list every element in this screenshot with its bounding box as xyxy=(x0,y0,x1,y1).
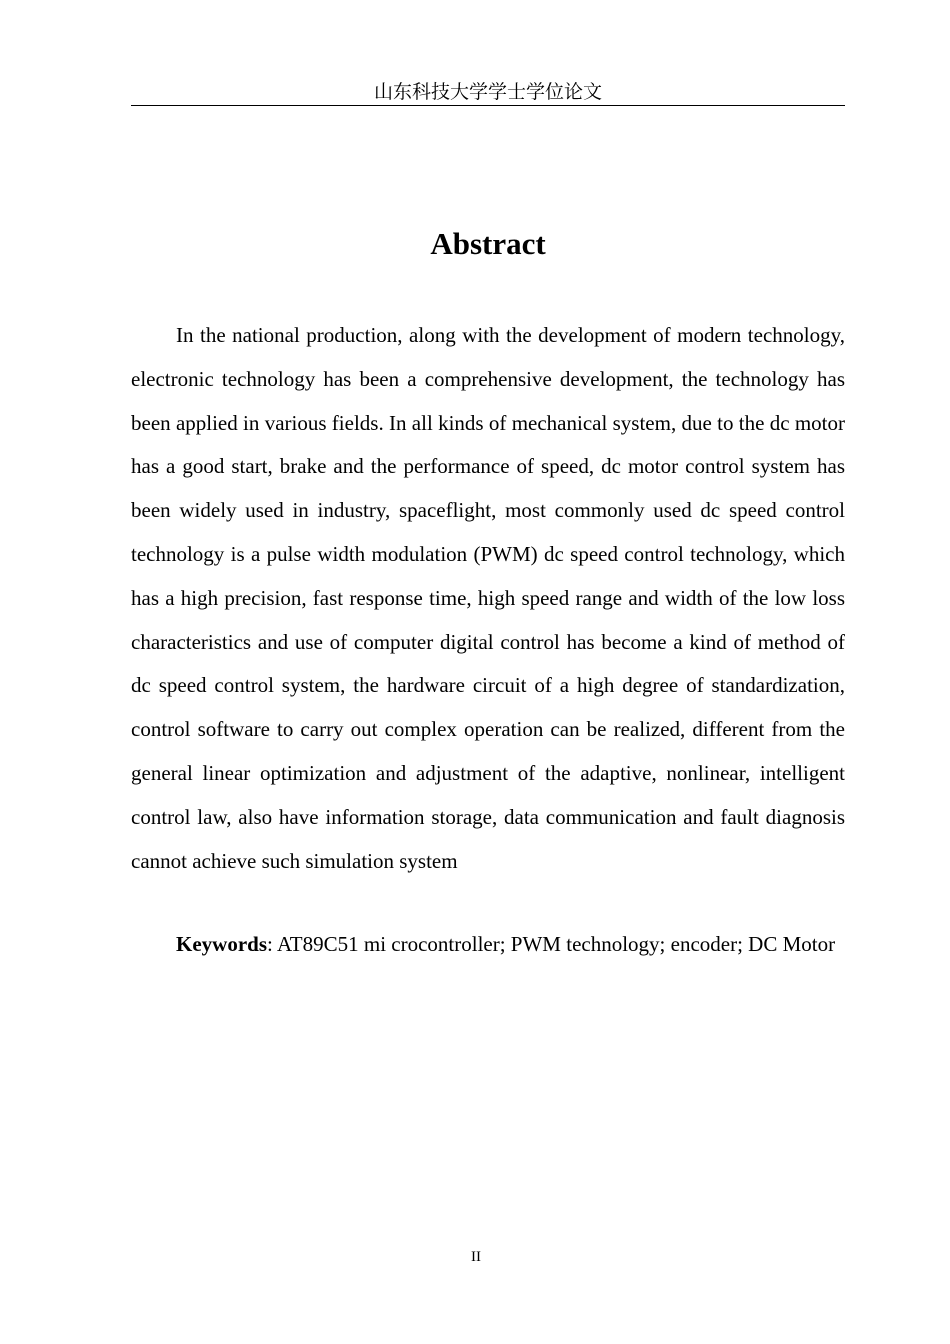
header-text: 山东科技大学学士学位论文 xyxy=(373,82,602,103)
keywords-value: AT89C51 mi crocontroller; PWM technology; encoder; DC Motor xyxy=(276,932,836,956)
keywords-separator: : xyxy=(267,932,277,956)
page-header xyxy=(131,82,845,106)
abstract-body: In the national production, along with the development of modern technology, electronic technology has been a comprehensive development, the technology has been applied in various fields. In all kinds of mechanical system, due to the dc motor has a good start, brake and the performance of speed, dc motor control system has been widely used in industry, spaceflight, most commonly used dc speed control technology is a pulse width modulation (PWM) dc speed control technology, which has a high precision, fast response time, high speed range and width of the low loss characteristics and use of computer digital control has become a kind of method of dc speed control system, the hardware circuit of a high degree of standardization, control software to carry out complex operation can be realized, different from the general linear optimization and adjustment of the adaptive, nonlinear, intelligent control law, also have information storage, data communication and fault diagnosis cannot achieve such simulation system xyxy=(131,323,845,873)
keywords-label: Keywords xyxy=(176,932,267,956)
abstract-title: Abstract xyxy=(430,226,546,261)
keywords-paragraph xyxy=(131,923,845,967)
page-number: II xyxy=(471,1249,481,1265)
